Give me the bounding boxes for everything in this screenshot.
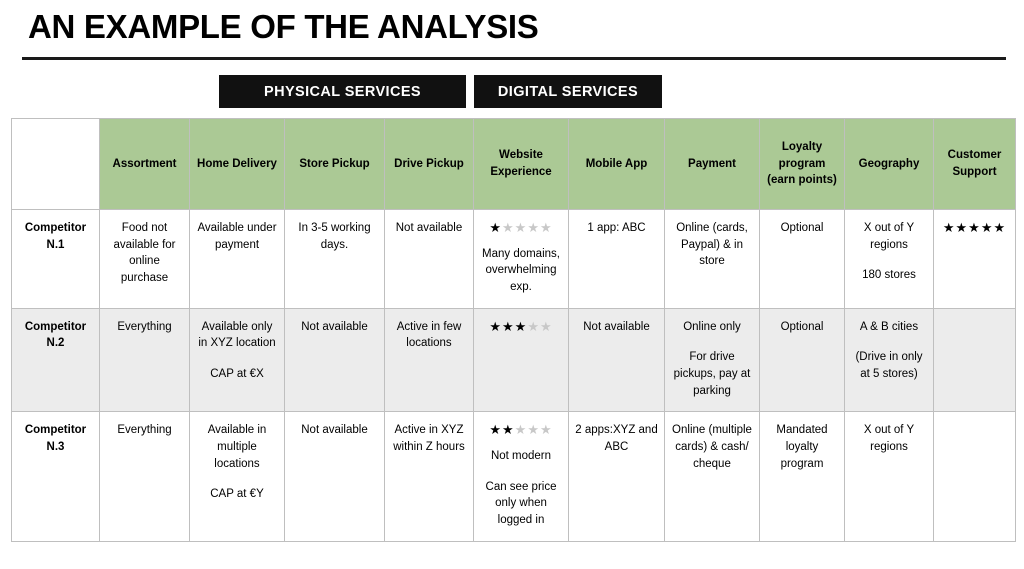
page-title: AN EXAMPLE OF THE ANALYSIS [28, 8, 539, 45]
cell-customer-support-2 [934, 308, 1016, 412]
cell-drive-pickup-3: Active in XYZ within Z hours [385, 412, 474, 541]
cell-geography-2-line2: (Drive in only at 5 stores) [855, 351, 923, 380]
cell-home-delivery-2 [190, 308, 285, 412]
cell-assortment-2: Everything [100, 308, 190, 412]
cell-home-delivery-3-line1: Available in multiple locations [207, 424, 267, 470]
cell-website-note-3-line1: Not modern [490, 449, 552, 462]
cell-geography-1-line2: 180 stores [862, 269, 916, 282]
column-header-geography: Geography [845, 119, 934, 210]
column-header-customer-support: Customer Support [934, 119, 1016, 210]
cell-loyalty-3: Mandated loyalty program [760, 412, 845, 541]
cell-geography-1-line1: X out of Y regions [863, 222, 915, 251]
rating-stars-website-3: ★★★★★ [489, 422, 553, 438]
column-header-mobile-app: Mobile App [569, 119, 665, 210]
row-label-competitor-2: Competitor N.2 [12, 308, 100, 412]
cell-payment-2-line1: Online only [683, 320, 741, 333]
column-header-assortment: Assortment [100, 119, 190, 210]
rating-stars-support-1: ★★★★★ [942, 220, 1007, 235]
cell-loyalty-1: Optional [760, 210, 845, 309]
cell-payment-2 [665, 308, 760, 412]
cell-customer-support-3 [934, 412, 1016, 541]
cell-drive-pickup-1: Not available [385, 210, 474, 309]
row-label-competitor-3: Competitor N.3 [12, 412, 100, 541]
column-header-corner [12, 119, 100, 210]
cell-website-note-1: Many domains, overwhelming exp. [482, 247, 560, 293]
table-row [12, 412, 1016, 541]
cell-payment-2-line2: For drive pickups, pay at parking [673, 351, 751, 397]
column-header-website-experience: Website Experience [474, 119, 569, 210]
row-label-competitor-1: Competitor N.1 [12, 210, 100, 309]
cell-customer-support-1 [934, 210, 1016, 309]
cell-geography-3-line1: X out of Y regions [863, 424, 915, 453]
cell-mobile-app-3: 2 apps:XYZ and ABC [569, 412, 665, 541]
cell-home-delivery-3-line2: CAP at €Y [210, 488, 264, 501]
cell-payment-3: Online (multiple cards) & cash/ cheque [665, 412, 760, 541]
cell-website-experience-1 [474, 210, 569, 309]
cell-mobile-app-2: Not available [569, 308, 665, 412]
cell-store-pickup-1: In 3-5 working days. [285, 210, 385, 309]
cell-payment-1: Online (cards, Paypal) & in store [665, 210, 760, 309]
rating-stars-website-1: ★★★★★ [489, 220, 553, 235]
column-header-loyalty-program: Loyalty program (earn points) [760, 119, 845, 210]
cell-geography-2-line1: A & B cities [859, 320, 919, 333]
cell-home-delivery-1: Available under payment [190, 210, 285, 309]
table-header-row [12, 119, 1016, 210]
cell-assortment-1: Food not available for online purchase [100, 210, 190, 309]
cell-mobile-app-1: 1 app: ABC [569, 210, 665, 309]
cell-drive-pickup-2: Active in few locations [385, 308, 474, 412]
competitor-analysis-table [11, 118, 1016, 542]
cell-geography-1 [845, 210, 934, 309]
cell-store-pickup-2: Not available [285, 308, 385, 412]
column-header-payment: Payment [665, 119, 760, 210]
cell-website-experience-2 [474, 308, 569, 412]
column-header-store-pickup: Store Pickup [285, 119, 385, 210]
table-row [12, 210, 1016, 309]
cell-website-experience-3 [474, 412, 569, 541]
cell-home-delivery-3 [190, 412, 285, 541]
cell-website-note-3-line2: Can see price only when logged in [485, 480, 557, 526]
cell-assortment-3: Everything [100, 412, 190, 541]
rating-stars-website-2: ★★★★★ [489, 318, 553, 334]
column-header-home-delivery: Home Delivery [190, 119, 285, 210]
cell-home-delivery-2-line2: CAP at €X [210, 367, 264, 380]
cell-home-delivery-2-line1: Available only in XYZ location [198, 320, 276, 350]
cell-store-pickup-3: Not available [285, 412, 385, 541]
cell-loyalty-2: Optional [760, 308, 845, 412]
group-header-digital-services: DIGITAL SERVICES [474, 75, 662, 108]
column-header-drive-pickup: Drive Pickup [385, 119, 474, 210]
table-row [12, 308, 1016, 412]
cell-geography-3 [845, 412, 934, 541]
cell-geography-2 [845, 308, 934, 412]
title-divider [22, 57, 1006, 60]
group-header-physical-services: PHYSICAL SERVICES [219, 75, 466, 108]
